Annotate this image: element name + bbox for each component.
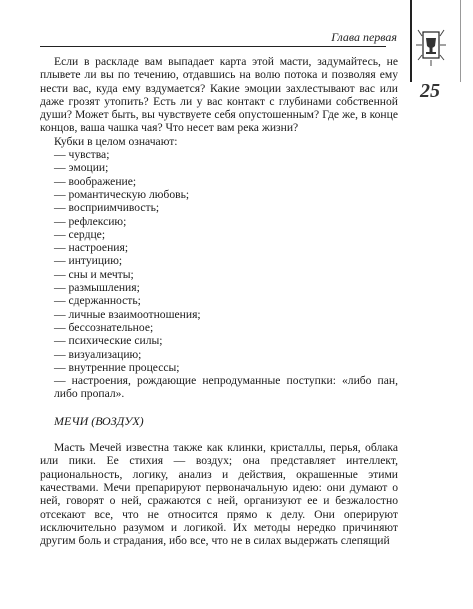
list-item: — психические силы;	[54, 334, 163, 348]
list-item: — настроения;	[54, 241, 129, 255]
list-item: — сдержанность;	[54, 294, 141, 308]
list-item: — воображение;	[54, 174, 137, 188]
list-item: — сны и мечты;	[54, 267, 134, 281]
list-intro: Кубки в целом означают:	[54, 134, 178, 148]
list-item: — бессознательное;	[54, 320, 154, 334]
paragraph-2: Масть Мечей известна также как клинки, кристаллы, перья, облака или пики. Ее стихия — воздух; она представляет интеллект, рациональность, логику, анализ и действия, окрашенные этими качествами. Мечи препарируют первоначальную идею: они думают о ней, говорят о ней, сражаются с ней, организуют ее и безжалостно отсекают все, что не относится прямо к делу. Они оперируют исключительно разумом и логикой. Их методы нередко причиняют другим боль и страдания, ибо все, что не в силах выдержать слепящий	[40, 441, 398, 548]
list-item: — эмоции;	[54, 161, 109, 175]
side-bar	[410, 0, 412, 82]
header-rule	[40, 46, 386, 47]
list-item: — внутренние процессы;	[54, 360, 180, 374]
cups-meanings-list	[40, 148, 398, 401]
tarot-cup-icon	[414, 28, 448, 68]
list-item: — чувства;	[54, 148, 110, 162]
list-item: — восприимчивость;	[54, 201, 160, 215]
page-body	[40, 55, 398, 547]
list-item: — визуализацию;	[54, 347, 142, 361]
paragraph-1: Если в раскладе вам выпадает карта этой масти, задумайтесь, не плывете ли вы по течению, отдавшись на волю потока и позволяя ему нести вас, куда ему вздумается? Какие эмоции захлестывают вас или даже грозят утопить? Есть ли у вас контакт с глубинами собственной души? Может быть, вы чувствуете себя опустошенным? Где же, в конце концов, ваша чашка чая? Что несет вам река жизни?	[40, 55, 398, 135]
page-number: 25	[420, 80, 440, 102]
side-bar-thin	[460, 0, 461, 82]
section-heading: МЕЧИ (ВОЗДУХ)	[54, 413, 144, 428]
list-item: — рефлексию;	[54, 214, 127, 228]
list-item: — настроения, рождающие непродуманные поступки: «либо пан, либо пропал».	[54, 374, 398, 401]
list-item: — интуицию;	[54, 254, 123, 268]
list-item: — романтическую любовь;	[54, 187, 190, 201]
chapter-title: Глава первая	[331, 30, 397, 44]
list-item: — размышления;	[54, 281, 140, 295]
list-item: — личные взаимоотношения;	[54, 307, 201, 321]
list-item: — сердце;	[54, 227, 106, 241]
